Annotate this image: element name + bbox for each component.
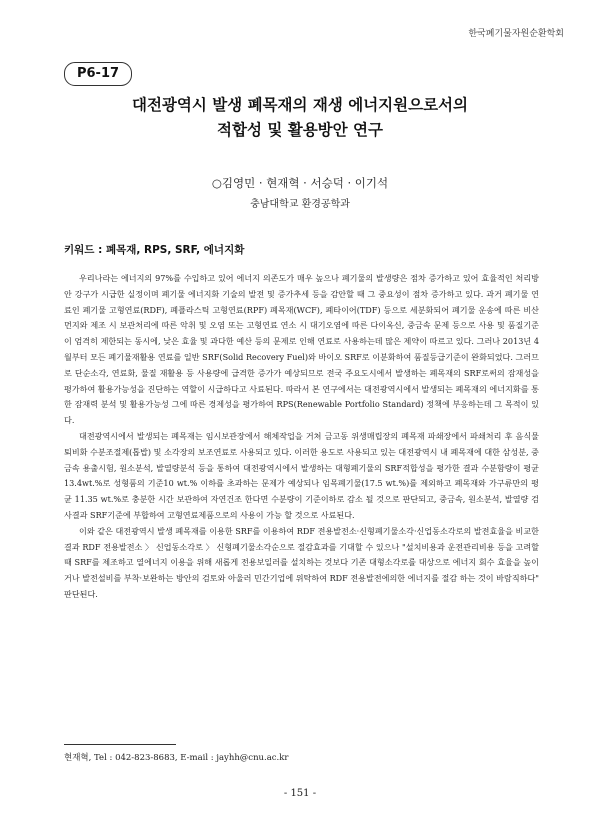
paper-title <box>0 93 600 143</box>
footnote-divider <box>64 744 176 745</box>
paragraph-3: 이와 같은 대전광역시 발생 폐목재를 이용한 SRF를 이용하여 RDF 전용발전소·신형폐기물소각·신업동소각로의 발전효율을 비교한 결과 RDF 전용발전소 〉 신업동소각로 〉 신형폐기물소각순으로 절감효과를 기대할 수 있으나 "설치비용과 운전관리비용 등을 고려할 때 SRF를 제조하고 열에너지 이용을 위해 새롭게 전용보일러를 설치하는 것보다 기존 대형소각로를 대상으로 에너지 회수 효율을 높이거나 발전설비를 부착·보완하는 방안의 검토와 아울러 민간기업에 위탁하여 RDF 전용발전에의한 에너지를 절감 하는 것이 바람직하다" 판단된다. <box>64 525 539 599</box>
paragraph-1: 우리나라는 에너지의 97%를 수입하고 있어 에너지 의존도가 매우 높으나 폐기물의 발생량은 점차 증가하고 있어 효율적인 처리방안 강구가 시급한 실정이며 폐기물 에너지화 기술의 발전 및 증가추세 등을 감안할 때 그 중요성이 점차 증가하고 있다. 과거 폐기물 연료인 폐기물 고형연료(RDF), 폐플라스틱 고형연료(RPF) 폐목재(WCF), 폐타이어(TDF) 등으로 세분화되어 폐기물 운송에 따른 비산먼지와 제조 시 보관처리에 따른 악취 및 오염 또는 고형연료 연소 시 대기오염에 따른 다이옥신, 중금속 문제 등으로 사용 및 품질기준이 엄격히 제한되는 동시에, 낮은 효율 및 과다한 예산 등의 문제로 인해 연료로 사용하는데 많은 제약이 따르고 있다. 그러나 2013년 4월부터 모든 폐기물재활용 연료를 일반 SRF(Solid Recovery Fuel)와 바이오 SRF로 이분화하여 품질등급기준이 완화되었다. 그러므로 단순소각, 연료화, 물질 재활용 등 사용량에 급격한 증가가 예상되므로 전국 주요도시에서 발생하는 폐목재의 SRF로써의 잠재성을 평가하여 활용가능성을 진단하는 역할이 시급하다고 사료된다. 따라서 본 연구에서는 대전광역시에서 발생되는 폐목재의 에너지화를 통한 잠재력 분석 및 활용가능성 그에 따른 경제성을 평가하여 RPS(Renewable Portfolio Standard) 정책에 부응하는데 그 목적이 있다. <box>64 273 539 426</box>
keywords: 키워드 : 폐목재, RPS, SRF, 에너지화 <box>64 244 245 256</box>
title-line-2: 적합성 및 활용방안 연구 <box>217 121 383 139</box>
paragraph-2: 대전광역시에서 발생되는 폐목재는 임시보관장에서 해체작업을 거쳐 금고동 위생매립장의 폐목재 파쇄장에서 파쇄처리 후 음식물 퇴비화 수분조절제(톱밥) 및 소각장의 보조연료로 사용되고 있다. 이러한 용도로 사용되고 있는 대전광역시 내 폐목재에 대한 삼성분, 중금속 용출시험, 원소분석, 발열량분석 등을 통하여 대전광역시에서 발생하는 대형폐기물의 SRF적합성을 평가한 결과 수분함량이 평균 13.4wt.%로 성형품의 기준10 wt.% 이하를 초과하는 문제가 예상되나 임목폐기물(17.5 wt.%)를 제외하고 폐목재와 가구류만의 평균 11.35 wt.%로 충분한 시간 보관하여 자연건조 한다면 수분량이 기준이하로 감소 될 것으로 판단되고, 중금속, 원소분석, 발열량 검사결과 SRF기준에 부합하여 고형연료제품으로의 사용이 가능 할 것으로 사료된다. <box>64 430 539 520</box>
session-code-badge: P6-17 <box>64 62 132 86</box>
author-list: ○김영민 · 현재혁 · 서승덕 · 이기석 <box>211 176 389 190</box>
affiliation: 충남대학교 환경공학과 <box>250 199 350 210</box>
title-line-1: 대전광역시 발생 폐목재의 재생 에너지원으로서의 <box>131 96 469 114</box>
corresponding-author-footnote: 현재혁, Tel : 042-823-8683, E-mail : jayhh@cnu.ac.kr <box>64 753 289 763</box>
society-name: 한국폐기물자원순환학회 <box>468 29 564 39</box>
page-number: - 151 - <box>283 788 317 799</box>
abstract-body <box>64 271 539 603</box>
